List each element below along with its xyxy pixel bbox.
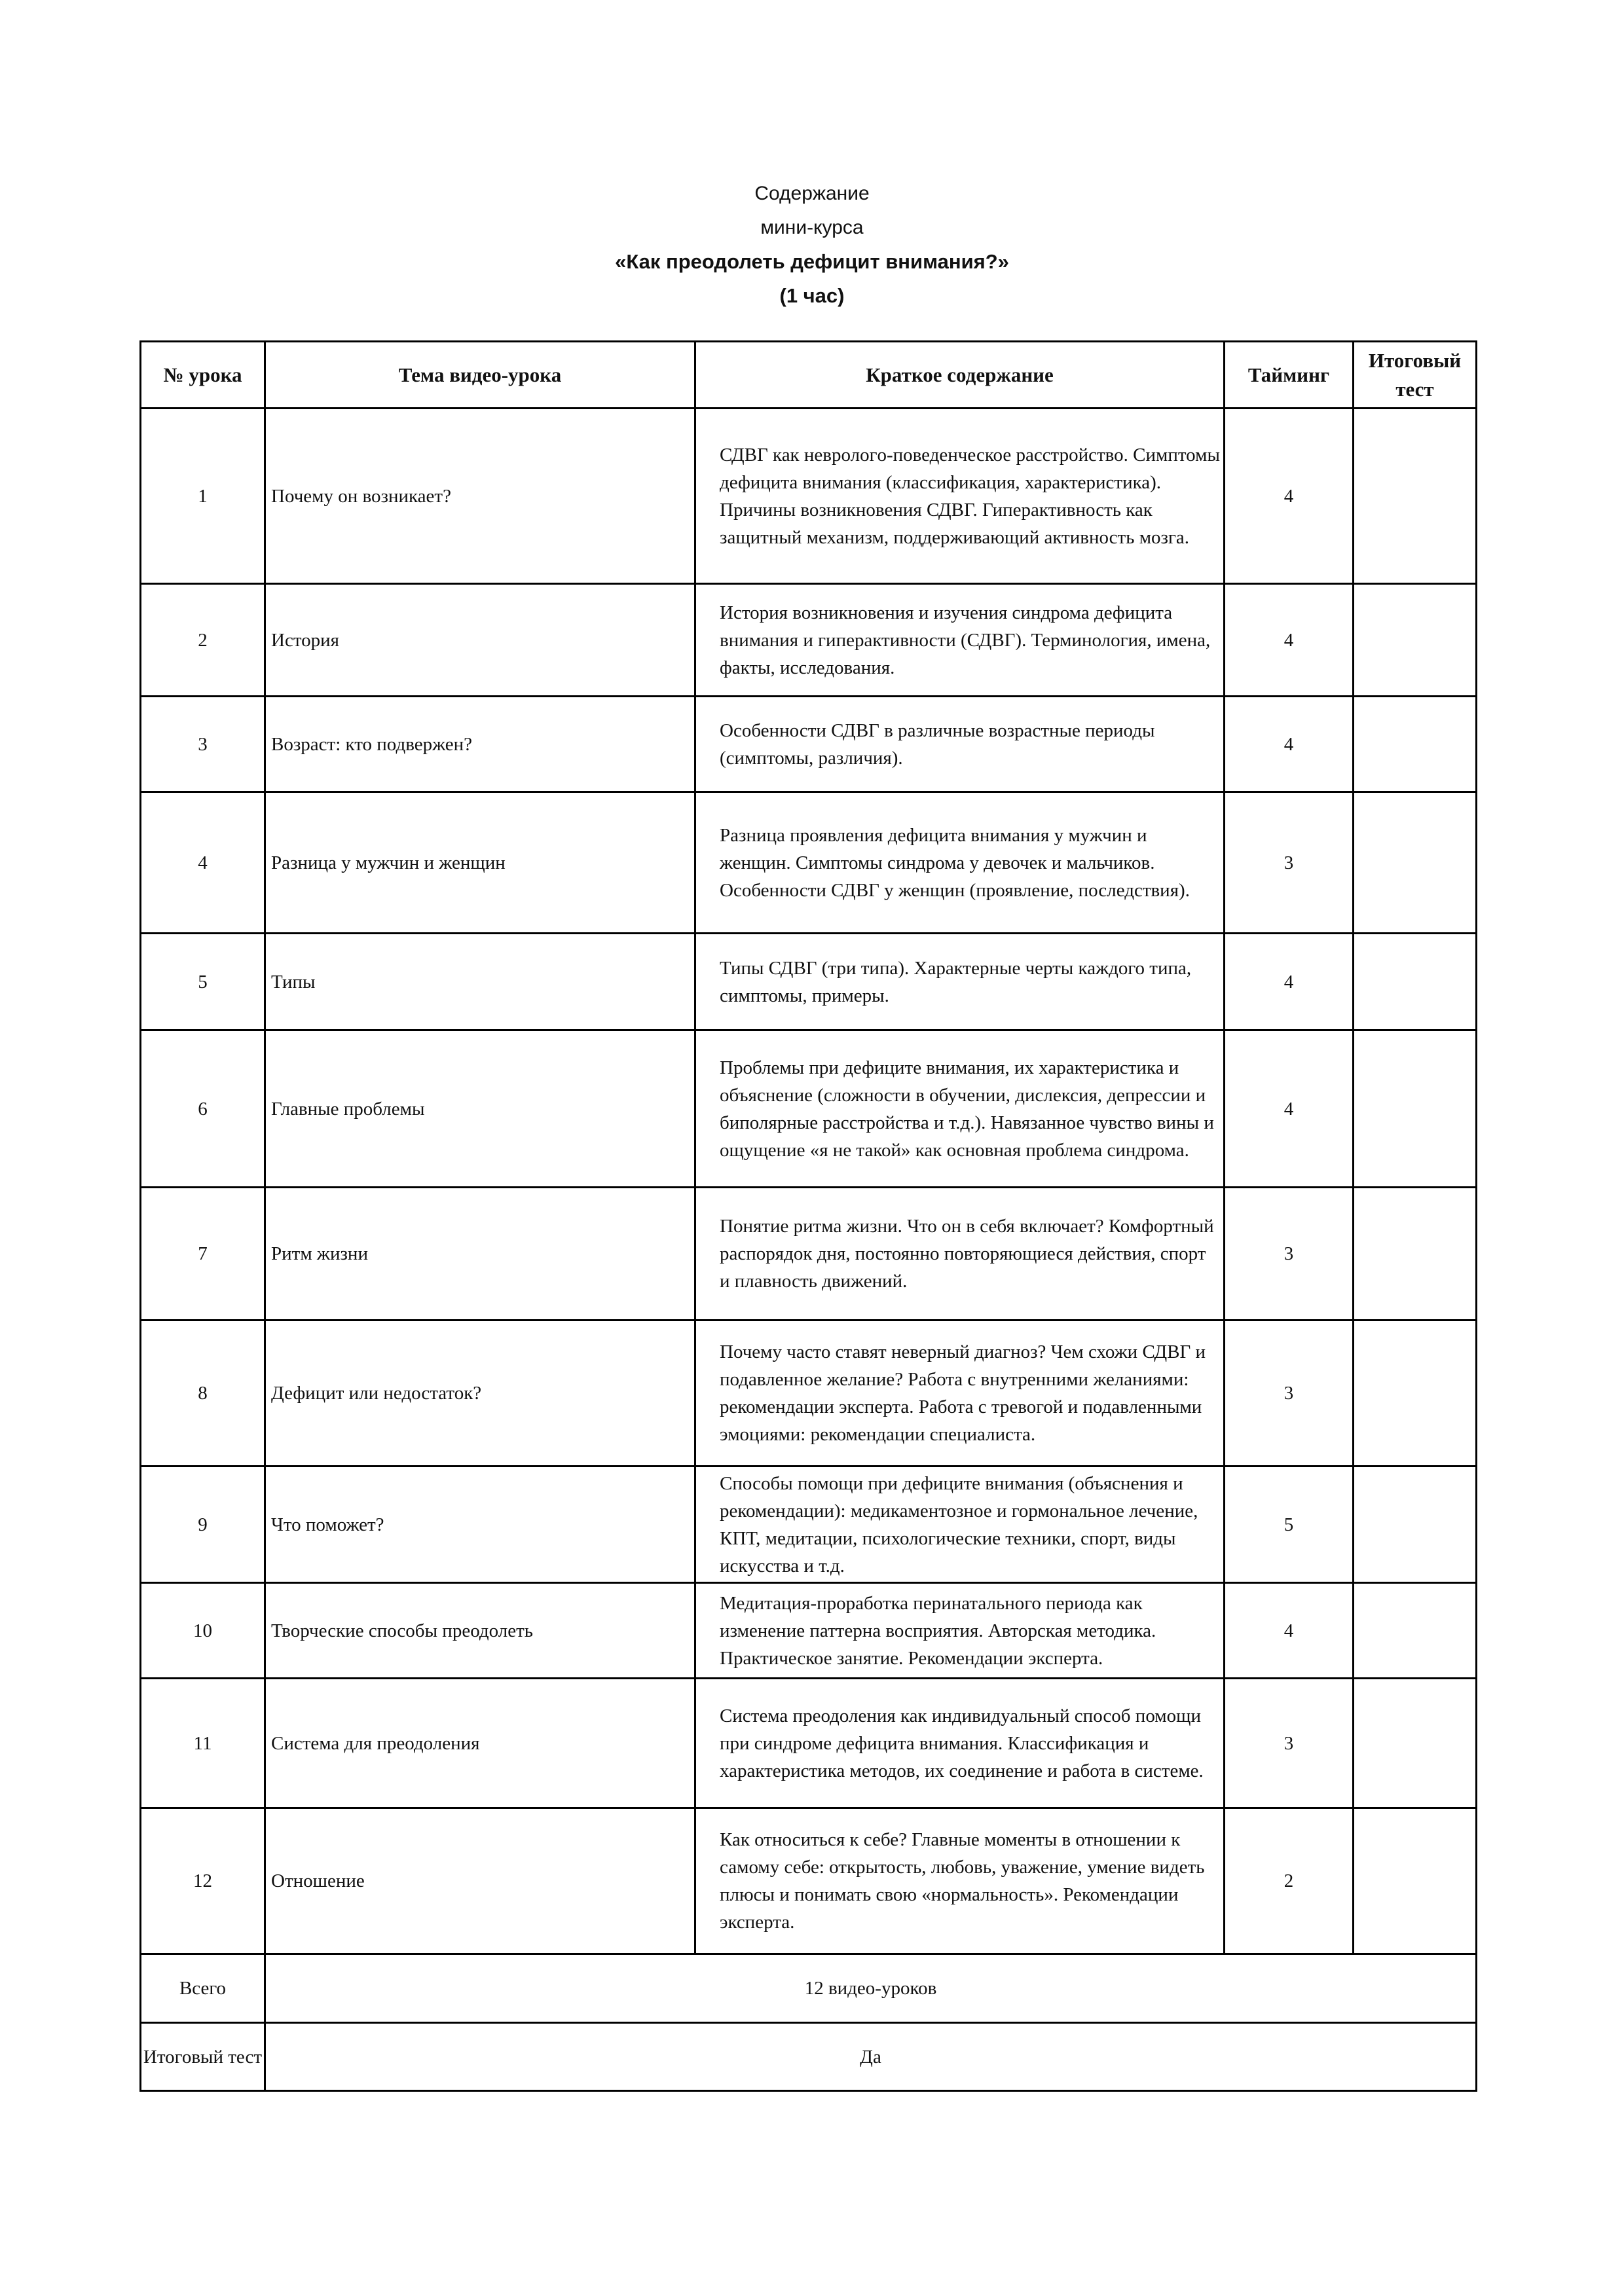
lesson-topic: Главные проблемы	[265, 1030, 695, 1188]
lesson-timing: 2	[1225, 1808, 1354, 1954]
lesson-number: 6	[141, 1030, 265, 1188]
lesson-final-test	[1354, 1808, 1477, 1954]
course-title: «Как преодолеть дефицит внимания?»	[615, 250, 1009, 273]
col-header-number: № урока	[141, 342, 265, 409]
lesson-timing: 4	[1225, 934, 1354, 1030]
lesson-summary: Система преодоления как индивидуальный способ помощи при синдроме дефицита внимания. Классификация и характеристика методов, их соединение и работа в системе.	[695, 1679, 1225, 1808]
lesson-timing: 4	[1225, 1583, 1354, 1679]
lesson-timing: 3	[1225, 1188, 1354, 1321]
total-label: Всего	[141, 1954, 265, 2023]
lesson-number: 10	[141, 1583, 265, 1679]
table-row	[141, 409, 1477, 584]
lesson-summary: Особенности СДВГ в различные возрастные периоды (симптомы, различия).	[695, 697, 1225, 792]
lesson-number: 4	[141, 792, 265, 934]
lesson-final-test	[1354, 792, 1477, 934]
lesson-topic: Отношение	[265, 1808, 695, 1954]
lesson-number: 1	[141, 409, 265, 584]
lesson-topic: Система для преодоления	[265, 1679, 695, 1808]
final-test-label: Итоговый тест	[141, 2023, 265, 2091]
lesson-summary: Понятие ритма жизни. Что он в себя включает? Комфортный распорядок дня, постоянно повторяющиеся действия, спорт и плавность движений.	[695, 1188, 1225, 1321]
lesson-final-test	[1354, 934, 1477, 1030]
table-row	[141, 1321, 1477, 1467]
lesson-summary: Как относиться к себе? Главные моменты в отношении к самому себе: открытость, любовь, уважение, умение видеть плюсы и понимать свою «нормальность». Рекомендации эксперта.	[695, 1808, 1225, 1954]
lesson-final-test	[1354, 584, 1477, 697]
total-value: 12 видео-уроков	[265, 1954, 1477, 2023]
lesson-topic: Почему он возникает?	[265, 409, 695, 584]
lesson-final-test	[1354, 1467, 1477, 1583]
total-row	[141, 1954, 1477, 2023]
lesson-summary: История возникновения и изучения синдрома дефицита внимания и гиперактивности (СДВГ). Терминология, имена, факты, исследования.	[695, 584, 1225, 697]
table-row	[141, 1188, 1477, 1321]
table-row	[141, 697, 1477, 792]
col-header-timing: Тайминг	[1225, 342, 1354, 409]
lesson-summary: Типы СДВГ (три типа). Характерные черты каждого типа, симптомы, примеры.	[695, 934, 1225, 1030]
final-test-value: Да	[265, 2023, 1477, 2091]
document-header	[0, 177, 1624, 313]
lesson-final-test	[1354, 1321, 1477, 1467]
lesson-timing: 3	[1225, 792, 1354, 934]
table-row	[141, 1583, 1477, 1679]
table-row	[141, 1030, 1477, 1188]
lesson-topic: Что поможет?	[265, 1467, 695, 1583]
table-row	[141, 1679, 1477, 1808]
lesson-summary: Разница проявления дефицита внимания у мужчин и женщин. Симптомы синдрома у девочек и мальчиков. Особенности СДВГ у женщин (проявление, последствия).	[695, 792, 1225, 934]
lesson-timing: 4	[1225, 584, 1354, 697]
table-row	[141, 934, 1477, 1030]
lesson-topic: Ритм жизни	[265, 1188, 695, 1321]
header-line-contents: Содержание	[754, 183, 870, 204]
lesson-number: 7	[141, 1188, 265, 1321]
lesson-topic: Типы	[265, 934, 695, 1030]
lesson-final-test	[1354, 1188, 1477, 1321]
lesson-topic: Дефицит или недостаток?	[265, 1321, 695, 1467]
col-header-topic: Тема видео-урока	[265, 342, 695, 409]
course-contents-table	[139, 340, 1477, 2092]
lesson-final-test	[1354, 1030, 1477, 1188]
lesson-final-test	[1354, 409, 1477, 584]
lesson-topic: Возраст: кто подвержен?	[265, 697, 695, 792]
lesson-number: 3	[141, 697, 265, 792]
lesson-timing: 5	[1225, 1467, 1354, 1583]
lesson-number: 5	[141, 934, 265, 1030]
lesson-timing: 3	[1225, 1321, 1354, 1467]
lesson-summary: СДВГ как неврологo-поведенческое расстройство. Симптомы дефицита внимания (классификация, характеристика). Причины возникновения СДВГ. Гиперактивность как защитный механизм, поддерживающий активность мозга.	[695, 409, 1225, 584]
table-header-row	[141, 342, 1477, 409]
lesson-timing: 4	[1225, 409, 1354, 584]
lesson-number: 2	[141, 584, 265, 697]
header-line-mini-course: мини-курса	[760, 217, 864, 238]
table-row	[141, 1808, 1477, 1954]
lesson-number: 12	[141, 1808, 265, 1954]
lesson-topic: Творческие способы преодолеть	[265, 1583, 695, 1679]
lesson-final-test	[1354, 697, 1477, 792]
table-row	[141, 584, 1477, 697]
lesson-timing: 3	[1225, 1679, 1354, 1808]
lesson-final-test	[1354, 1679, 1477, 1808]
table-row	[141, 1467, 1477, 1583]
lesson-timing: 4	[1225, 697, 1354, 792]
lesson-number: 11	[141, 1679, 265, 1808]
lesson-summary: Медитация-проработка перинатального периода как изменение паттерна восприятия. Авторская методика. Практическое занятие. Рекомендации эксперта.	[695, 1583, 1225, 1679]
lesson-summary: Способы помощи при дефиците внимания (объяснения и рекомендации): медикаментозное и гормональное лечение, КПТ, медитации, психологические техники, спорт, виды искусства и т.д.	[695, 1467, 1225, 1583]
lesson-summary: Проблемы при дефиците внимания, их характеристика и объяснение (сложности в обучении, дислексия, депрессии и биполярные расстройства и т.д.). Навязанное чувство вины и ощущение «я не такой» как основная проблема синдрома.	[695, 1030, 1225, 1188]
lesson-number: 8	[141, 1321, 265, 1467]
table-row	[141, 792, 1477, 934]
lesson-topic: Разница у мужчин и женщин	[265, 792, 695, 934]
lesson-final-test	[1354, 1583, 1477, 1679]
lesson-summary: Почему часто ставят неверный диагноз? Чем схожи СДВГ и подавленное желание? Работа с внутренними желаниями: рекомендации эксперта. Работа с тревогой и подавленными эмоциями: рекомендации специалиста.	[695, 1321, 1225, 1467]
lesson-number: 9	[141, 1467, 265, 1583]
final-test-row	[141, 2023, 1477, 2091]
lesson-timing: 4	[1225, 1030, 1354, 1188]
col-header-summary: Краткое содержание	[695, 342, 1225, 409]
col-header-final-test: Итоговый тест	[1354, 342, 1477, 409]
course-duration: (1 час)	[779, 284, 845, 307]
lesson-topic: История	[265, 584, 695, 697]
